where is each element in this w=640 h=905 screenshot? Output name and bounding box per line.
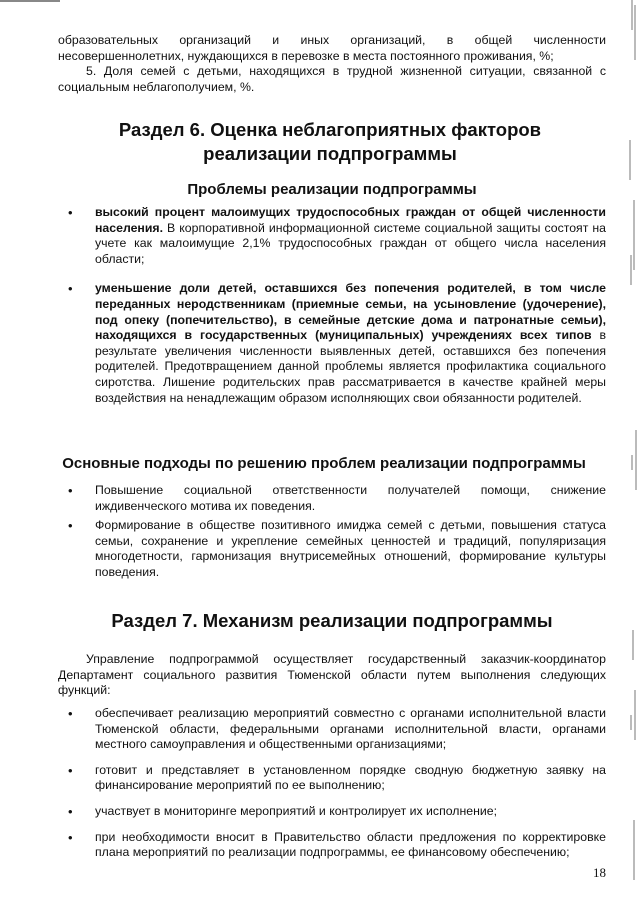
bullet-icon: • — [68, 205, 73, 220]
section7-title: Раздел 7. Механизм реализации подпрограммы — [111, 610, 553, 631]
problem-text: В корпоративной информационной системе социальной защиты состоят на учете как малоимущие 2,1% трудоспособных граждан от общего числа населения области; — [95, 220, 606, 266]
bullet-icon: • — [68, 762, 73, 778]
section7-intro-block — [58, 652, 606, 699]
function-item — [58, 763, 606, 794]
scan-edge-line — [0, 0, 60, 2]
section7-title-block — [58, 609, 606, 633]
problem-bold: уменьшение доли детей, оставшихся без попечения родителей, в том числе переданных неродственникам (приемные семьи, на усыновление (удочерение), под опеку (попечительство), в семейные детские дома и патронатные семьи), находящихся в государственных (муниципальных) учреждениях всех типов — [95, 281, 606, 343]
problems-heading-block — [58, 180, 606, 199]
approaches-list — [58, 483, 606, 581]
approaches-heading-block — [40, 454, 608, 473]
problems-list — [58, 205, 606, 406]
bullet-icon: • — [68, 483, 73, 498]
function-text: готовит и представляет в установленном порядке сводную бюджетную заявку на финансирование мероприятий по ее выполнению; — [95, 762, 606, 793]
approach-text: Формирование в обществе позитивного имиджа семей с детьми, повышения статуса семьи, сохранение и укрепление семейных ценностей и традиций, популяризация многодетности, гармонизация внутрисемейных отношений, формирование культуры поведения. — [95, 518, 606, 579]
function-text: обеспечивает реализацию мероприятий совместно с органами исполнительной власти Тюменской области, федеральными органами исполнительной власти, органами местного самоуправления и общественными организациями; — [95, 706, 606, 752]
approach-item — [58, 483, 606, 514]
problems-list-block — [58, 205, 606, 406]
problem-item — [58, 281, 606, 406]
bullet-icon: • — [68, 706, 73, 721]
functions-list — [58, 706, 606, 861]
scan-edge-artifact — [624, 0, 640, 905]
section6-title-block — [80, 118, 580, 166]
intro-block — [58, 33, 606, 95]
approaches-list-block — [58, 483, 606, 581]
function-text: при необходимости вносит в Правительство области предложения по корректировке плана мероприятий по реализации подпрограммы, ее финансовому обеспечению; — [95, 829, 606, 860]
section6-title: Раздел 6. Оценка неблагоприятных факторов реализации подпрограммы — [118, 119, 542, 164]
problem-bold: высокий процент малоимущих трудоспособных граждан от общей численности населения. — [95, 205, 606, 235]
approach-item — [58, 518, 606, 580]
bullet-icon: • — [68, 829, 73, 845]
function-item — [58, 706, 606, 753]
problem-text: в результате увеличения численности выявленных детей, оставшихся без попечения родителей. Предотвращением данной проблемы является профилактика социального сиротства. Лишение родительских прав рассматривается в качестве крайней меры воздействия на ненадлежащим образом исполняющих свои обязанности родителей. — [95, 328, 606, 405]
approaches-heading: Основные подходы по решению проблем реализации подпрограммы — [62, 455, 586, 472]
page-number: 18 — [593, 865, 606, 880]
problem-item — [58, 205, 606, 267]
bullet-icon: • — [68, 281, 73, 297]
function-text: участвует в мониторинге мероприятий и контролирует их исполнение; — [95, 803, 498, 818]
bullet-icon: • — [68, 803, 73, 819]
intro-item-5: 5. Доля семей с детьми, находящихся в трудной жизненной ситуации, связанной с социальным неблагополучием, %. — [58, 64, 606, 94]
problems-heading: Проблемы реализации подпрограммы — [187, 181, 477, 198]
function-item — [58, 830, 606, 861]
approach-text: Повышение социальной ответственности получателей помощи, снижение иждивенческого мотива их поведения. — [95, 483, 606, 513]
section7-intro: Управление подпрограммой осуществляет государственный заказчик-координатор Департамент социального развития Тюменской области путем выполнения следующих функций: — [58, 652, 606, 698]
functions-list-block — [58, 706, 606, 861]
bullet-icon: • — [68, 518, 73, 534]
intro-line: образовательных организаций и иных организаций, в общей численности несовершеннолетних, нуждающихся в перевозке в места постоянного проживания, %; — [58, 33, 606, 63]
function-item — [58, 804, 606, 820]
